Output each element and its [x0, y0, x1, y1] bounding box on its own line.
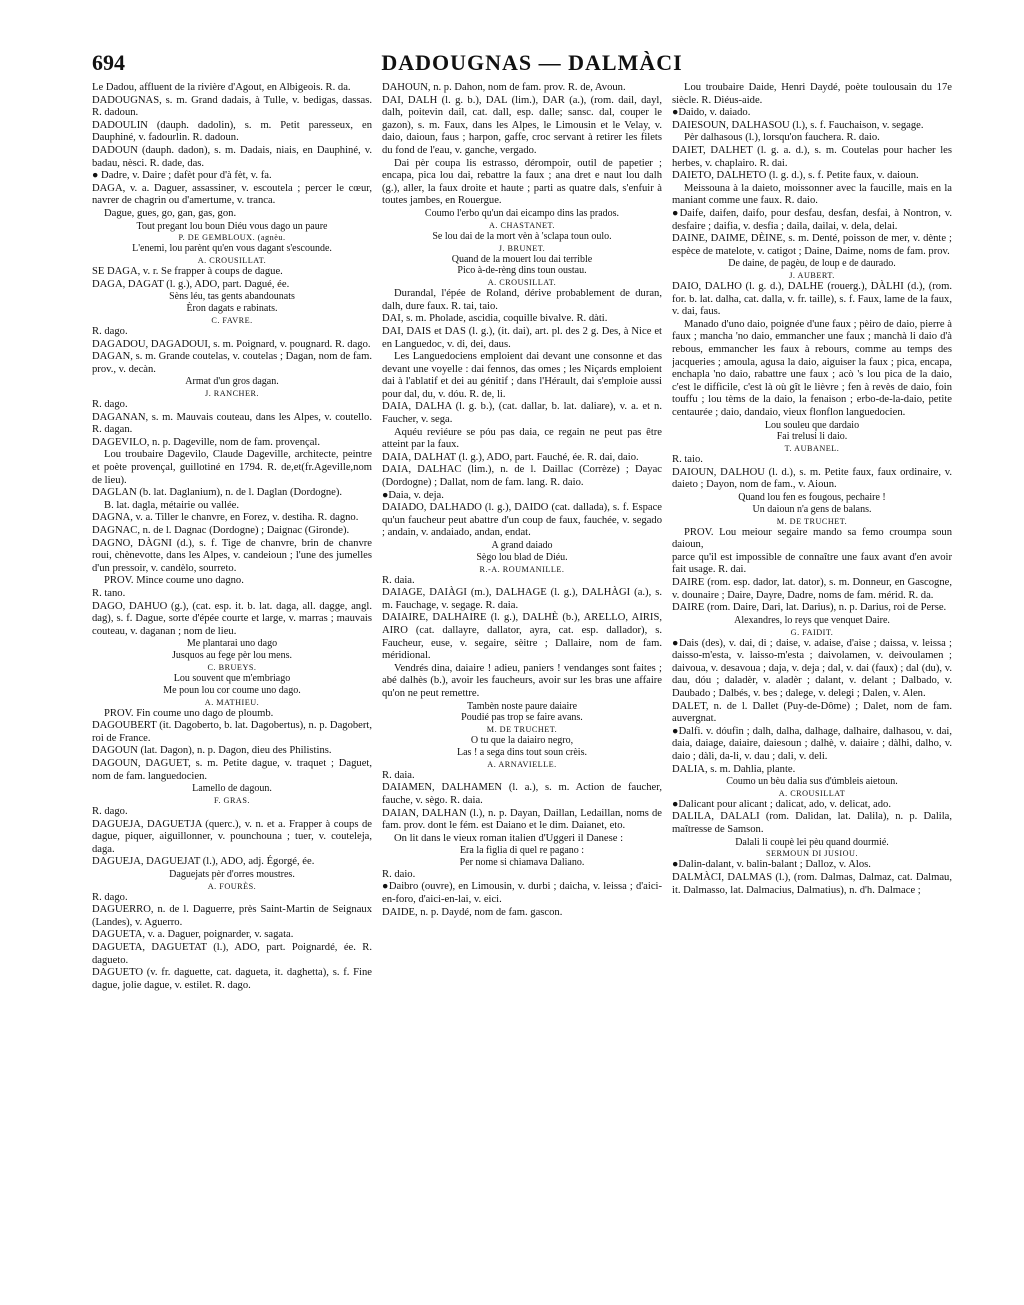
- entry-text: DAIA, DALHAT (l. g.), ADO, part. Fauché, ée. R. dai, daio.: [382, 451, 639, 463]
- entry-text: ●Daife, daifen, daifo, pour desfau, desfan, desfai, à Nontron, v. desfaire ; daifia, v. desfia ; daila, dailai, v. dela, delai.: [672, 207, 952, 232]
- entry-text: DAGNA, v. a. Tiller le chanvre, en Forez, v. destiha. R. dagno.: [92, 512, 359, 524]
- quotation-line: De daine, de pagèu, de loup e de daurado.: [728, 258, 896, 270]
- citation-author: G. FAIDIT.: [790, 627, 834, 637]
- entry-text: DAGUERRO, n. de l. Daguerre, près Saint-Martin de Seignaux (Landes), v. Aguerro.: [92, 904, 372, 928]
- running-head: DADOUGNAS — DALMÀCI: [381, 50, 683, 75]
- quotation-line: Armat d'un gros dagan.: [185, 376, 279, 388]
- citation-author: A. ARNAVIELLE.: [487, 759, 557, 769]
- quotation-line: Sègo lou blad de Diéu.: [476, 551, 568, 563]
- entry-text: DAGANAN, s. m. Mauvais couteau, dans les Alpes, v. coutello. R. dagan.: [92, 411, 372, 436]
- entry-text: Durandal, l'épée de Roland, dérive probablement de duran, dalh, dure faux. R. tai, taio.: [382, 288, 662, 312]
- dictionary-body: [92, 82, 952, 1282]
- entry-text: DAIAGE, DAIÀGI (m.), DALHAGE (l. g.), DALHÀGI (a.), s. m. Fauchage, v. segage. R. daia.: [382, 587, 662, 611]
- citation-author: A. CHASTANET.: [489, 220, 555, 230]
- column-left: [92, 82, 372, 1282]
- quotation-line: Poudié pas trop se faire avans.: [461, 712, 583, 724]
- entry-text: PROV. Mince coume uno dagno.: [104, 575, 244, 587]
- entry-text: R. dago.: [92, 805, 128, 817]
- entry-text: DAGUETA, v. a. Daguer, poignarder, v. sagata.: [92, 929, 294, 941]
- entry-text: ●Daibro (ouvre), en Limousin, v. durbi ; daicha, v. leissa ; d'aici-en-foro, d'aici-en-lai, v. eici.: [382, 881, 662, 906]
- entry-text: DAIA, DALHA (l. g. b.), (cat. dallar, b. lat. daliare), v. a. et n. Faucher, v. sega.: [382, 401, 662, 426]
- entry-text: Dague, gues, go, gan, gas, gon.: [104, 207, 237, 219]
- entry-text: ●Daido, v. daiado.: [672, 107, 751, 119]
- page-header: [92, 50, 972, 82]
- entry-text: DADOUN (dauph. dadon), s. m. Dadais, niais, en Dauphiné, v. badau, nèsci. R. dade, das.: [92, 144, 372, 169]
- citation-author: F. GRAS.: [214, 795, 250, 805]
- entry-text: DAIESOUN, DALHASOU (l.), s. f. Fauchaison, v. segage.: [672, 119, 924, 131]
- quotation-line: Un daioun n'a gens de balans.: [752, 503, 872, 515]
- entry-text: ● Dadre, v. Daire ; dafèt pour d'à fèt, v. fa.: [92, 170, 272, 182]
- quotation-line: Coumo un bèu dalia sus d'úmbleis aietoun.: [726, 776, 898, 788]
- entry-text: PROV. Fin coume uno dago de ploumb.: [104, 707, 274, 719]
- entry-text: DALET, n. de l. Dallet (Puy-de-Dôme) ; Dalet, nom de fam. auvergnat.: [672, 700, 952, 725]
- entry-text: DALMÀCI, DALMAS (l.), (rom. Dalmas, Dalmaz, cat. Dalmau, it. Dalmasso, lat. Dalmacius, Dalmatius), n. d'h. Dalmace ;: [672, 872, 952, 896]
- quotation-line: Tambèn noste paure daiaire: [466, 700, 578, 712]
- entry-text: DAGUEJA, DAGUEJAT (l.), ADO, adj. Égorgé, ée.: [92, 856, 315, 868]
- entry-text: Manado d'uno daio, poignée d'une faux ; pèiro de daio, pierre à faux ; mancha 'no daio, emmancher une faux ; manchà li daio d'à rebous, emmancher les faux à rebours, comme au temps des jacqueries ; amoula, agusa la daio, aiguiser la faux ; pica, encapa, enchapla 'no daio, rabattre une faux ; acò 's lou pica de la daio, c'est le difficile, c'est là où gît le lièvre ; fen à revès de daio, foin touffu ; lou tèms de la daio, la fenaison ; erbo-de-la-daio, petite centaurée ; daio, dandaio, vieux flonflon languedocien.: [672, 318, 952, 419]
- entry-text: ●Dalicant pour alicant ; dalicat, ado, v. delicat, ado.: [672, 798, 891, 810]
- entry-text: parce qu'il est impossible de connaître une faux avant d'en avoir fait usage. R. dai.: [672, 551, 952, 576]
- quotation-line: Me poun lou cor coume uno dago.: [163, 684, 301, 696]
- entry-text: DAINE, DAIME, DÈINE, s. m. Denté, poisson de mer, v. dènte ; espèce de matelote, v. catigot ; Daine, Daime, noms de fam. prov.: [672, 233, 952, 257]
- quotation-line: A grand daiado: [491, 540, 553, 551]
- entry-text: Dai pèr coupa lis estrasso, dérompoir, outil de papetier ; encapa, pica lou dai, rebattre la faux ; ana dret e naut lou dalh (g.), aller, la faux droite et haute ; parti as quatre dals, s'enfuir à toutes jambes, en Rouergue.: [382, 157, 662, 207]
- quotation-line: Jusquos au fege pèr lou mens.: [172, 650, 292, 662]
- citation-author: SERMOUN DI JUSIOU.: [765, 849, 859, 859]
- quotation-line: Las ! a sega dins tout soun crèis.: [457, 746, 587, 758]
- entry-text: DAIRE (rom. esp. dador, lat. dator), s. m. Donneur, en Gascogne, v. dounaire ; Daire, Dayre, Dadre, noms de fam. mérid. R. da.: [672, 576, 952, 601]
- entry-text: R. taio.: [672, 454, 703, 466]
- entry-text: DAGADOU, DAGADOUI, s. m. Poignard, v. pougnard. R. dago.: [92, 338, 371, 350]
- quotation-line: Lou souleu que dardaio: [764, 419, 860, 431]
- citation-author: C. FAVRE.: [211, 315, 253, 325]
- entry-text: DALIA, s. m. Dahlia, plante.: [672, 763, 796, 775]
- quotation-line: Dalali li coupè lei pèu quand dourmié.: [735, 836, 889, 848]
- entry-text: DAGO, DAHUO (g.), (cat. esp. it. b. lat. daga, all. dagge, angl. dag), s. f. Dague, sorte d'épée courte et large, v. marras ; mauvais couteau, v. daganan ; nom de lieu.: [92, 600, 372, 637]
- entry-text: DAIAMEN, DALHAMEN (l. a.), s. m. Action de faucher, fauche, v. sègo. R. daia.: [382, 782, 662, 806]
- entry-text: Aquéu reviéure se póu pas daia, ce regain ne peut pas être atteint par la faux.: [382, 426, 662, 451]
- quotation-line: Lou souvent que m'embriago: [173, 672, 291, 684]
- entry-text: DAGEVILO, n. p. Dageville, nom de fam. provençal.: [92, 436, 320, 448]
- entry-text: B. lat. dagla, métairie ou vallée.: [104, 499, 240, 511]
- entry-text: Les Languedociens emploient dai devant une consonne et das devant une voyelle : dai fennos, das omes ; les Niçards emploient dai à l'ablatif et dei au génitif ; dans l'Hérault, dai s'emploie aussi pour dal, du, v. dóu. R. de, li.: [382, 351, 662, 400]
- entry-text: DAIET, DALHET (l. g. a. d.), s. m. Coutelas pour hacher les herbes, v. chaplairo. R. dai.: [672, 144, 952, 169]
- citation-author: A. CROUSILLAT.: [487, 278, 557, 288]
- quotation-line: O tu que la daiairo negro,: [470, 735, 574, 747]
- quotation-line: Coumo l'erbo qu'un dai eicampo dins las prados.: [424, 207, 620, 219]
- entry-text: ●Daia, v. deja.: [382, 489, 444, 501]
- quotation-line: Quand lou fen es fougous, pechaire !: [738, 492, 886, 504]
- entry-text: R. daio.: [382, 868, 416, 880]
- quotation-line: L'enemi, lou parènt qu'en vous dagant s'escounde.: [132, 243, 332, 255]
- quotation-line: Fai trelusi li daio.: [776, 431, 848, 443]
- column-right: [672, 82, 952, 1282]
- entry-text: R. dago.: [92, 399, 128, 411]
- citation-author: M. DE TRUCHET.: [486, 725, 558, 735]
- quotation-line: Tout pregant lou boun Diéu vous dago un paure: [136, 220, 328, 232]
- entry-text: DAGA, v. a. Daguer, assassiner, v. escoutela ; percer le cœur, navrer de chagrin ou d'amertume, v. tranca.: [92, 182, 372, 207]
- quotation-line: Lamello de dagoun.: [192, 783, 272, 795]
- entry-text: DAIADO, DALHADO (l. g.), DAIDO (cat. dallada), s. f. Espace qu'un faucheur peut abattre d'un coup de faux, fauchée, v. segado ; andain, v. andaiado, andan, endat.: [382, 502, 662, 539]
- entry-text: DAI, DALH (l. g. b.), DAL (lim.), DAR (a.), (rom. dail, dayl, dalh, poitevin dail, cat. dall, esp. dalle; sansc. dal, couper le gazon), s. m. Faux, dans les Alpes, le Limousin et le Velay, v. daio, daioun, faus ; harpon, gaffe, croc servant à retirer les filets du fond de l'eau, v. ganche, vergado.: [382, 94, 662, 156]
- page-number: 694: [92, 50, 125, 75]
- entry-text: DADOUGNAS, s. m. Grand dadais, à Tulle, v. bedigas, dassas. R. dadoun.: [92, 94, 372, 119]
- entry-text: DAGAN, s. m. Grande coutelas, v. coutelas ; Dagan, nom de fam. prov., v. decàn.: [92, 351, 372, 375]
- quotation-line: Quand de la mouert lou dai terrible: [451, 253, 593, 265]
- citation-author: J. BRUNET.: [498, 243, 546, 253]
- entry-text: Meissouna à la daieto, moissonner avec la faucille, mais en la maniant comme une faux. R. daio.: [672, 182, 952, 207]
- entry-text: DAGUETA, DAGUETAT (l.), ADO, part. Poignardé, ée. R. dagueto.: [92, 942, 372, 966]
- entry-text: DADOULIN (dauph. dadolin), s. m. Petit paresseux, en Dauphiné, v. fadourlin. R. dadoun.: [92, 119, 372, 144]
- entry-text: DAGOUN, DAGUET, s. m. Petite dague, v. traquet ; Daguet, nom de fam. languedocien.: [92, 757, 372, 782]
- citation-author: A. MATHIEU.: [204, 697, 260, 707]
- entry-text: PROV. Lou meiour segaire mando sa femo croumpa soun daioun,: [672, 526, 952, 551]
- entry-text: DAI, s. m. Pholade, ascidia, coquille bivalve. R. dàti.: [382, 313, 608, 325]
- column-middle: [382, 82, 662, 1282]
- entry-text: DAGUEJA, DAGUETJA (querc.), v. n. et a. Frapper à coups de dague, piquer, aiguillonner, v. pounchouna ; tuer, v. couteleja, daga.: [92, 818, 372, 855]
- citation-author: R.-A. ROUMANILLE.: [479, 564, 565, 574]
- entry-text: Lou troubaire Dagevilo, Claude Dageville, architecte, peintre et poète provençal, guillotiné en 1794. R. de,et(fr.Ageville,nom de lieu).: [92, 449, 372, 486]
- entry-text: DAGNAC, n. de l. Dagnac (Dordogne) ; Daignac (Gironde).: [92, 525, 350, 537]
- entry-text: R. daia.: [382, 769, 415, 781]
- quotation-line: Se lou dai de la mort vèn à 'sclapa toun oulo.: [432, 230, 612, 242]
- citation-author: J. AUBERT.: [789, 271, 835, 281]
- entry-text: DAIRE (rom. Daire, Dari, lat. Darius), n. p. Darius, roi de Perse.: [672, 602, 947, 614]
- entry-text: DAIOUN, DALHOU (l. d.), s. m. Petite faux, faux ordinaire, v. daieto ; Dayon, nom de fam., v. Aioun.: [672, 466, 952, 491]
- entry-text: R. dago.: [92, 891, 128, 903]
- citation-author: J. RANCHER.: [205, 389, 259, 399]
- citation-author: C. BRUEYS.: [207, 662, 257, 672]
- entry-text: DAI, DAIS et DAS (l. g.), (it. dai), art. pl. des 2 g. Des, à Nice et en Languedoc, v. di, dei, daus.: [382, 325, 662, 350]
- citation-author: P. DE GEMBLOUX. (agnèu.: [178, 233, 286, 243]
- quotation-line: Me plantarai uno dago: [186, 638, 278, 650]
- entry-text: DAGUETO (v. fr. daguette, cat. dagueta, it. daghetta), s. f. Fine dague, jolie dague, v. estilet. R. dago.: [92, 967, 372, 991]
- entry-text: Pèr dalhasous (l.), lorsqu'on fauchera. R. daio.: [684, 132, 880, 144]
- entry-text: DAIDE, n. p. Daydé, nom de fam. gascon.: [382, 906, 563, 918]
- entry-text: DALILA, DALALI (rom. Dalidan, lat. Dalila), n. p. Dalila, maîtresse de Samson.: [672, 811, 952, 836]
- entry-text: ●Dalfi. v. dóufin ; dalh, dalha, dalhage, dalhaire, dalhasou, v. dai, daia, daiage, daiaire, daiesoun ; dalhè, v. daiaire ; dàlhi, dalho, v. daio ; dàli, da-li, v. dau ; dali, v. deli.: [672, 725, 952, 762]
- entry-text: Lou troubaire Daide, Henri Daydé, poète toulousain du 17e siècle. R. Diéus-aide.: [672, 82, 952, 106]
- entry-text: On lit dans le vieux roman italien d'Uggeri il Danese :: [394, 832, 624, 844]
- entry-text: DAGLAN (b. lat. Daglanium), n. de l. Daglan (Dordogne).: [92, 487, 343, 499]
- quotation-line: Per nome si chiamava Daliano.: [459, 857, 585, 869]
- entry-text: DAIO, DALHO (l. g. d.), DALHE (rouerg.), DÀLHI (d.), (rom. for. b. lat. dalha, cat. dalla, v. fr. taille), s. f. Faux, lame de la faux, v. dai, faus.: [672, 281, 952, 318]
- citation-author: A. CROUSILLAT.: [197, 256, 267, 266]
- quotation-line: Pico à-de-rèng dins toun oustau.: [457, 265, 587, 277]
- entry-text: DAHOUN, n. p. Dahon, nom de fam. prov. R. de, Avoun.: [382, 82, 626, 93]
- entry-text: DAIETO, DALHETO (l. g. d.), s. f. Petite faux, v. daioun.: [672, 170, 919, 182]
- entry-text: DAIA, DALHAC (lim.), n. de l. Daillac (Corrèze) ; Dayac (Dordogne) ; Dallat, nom de fam. lang. R. daio.: [382, 464, 662, 489]
- entry-text: R. tano.: [92, 587, 126, 599]
- entry-text: SE DAGA, v. r. Se frapper à coups de dague.: [92, 266, 283, 278]
- quotation-line: Èron dagats e rabinats.: [186, 303, 278, 315]
- entry-text: DAGOUBERT (it. Dagoberto, b. lat. Dagobertus), n. p. Dagobert, roi de France.: [92, 720, 372, 744]
- entry-text: R. dago.: [92, 325, 128, 337]
- entry-text: DAGNO, DÀGNI (d.), s. f. Tige de chanvre, brin de chanvre roui, chènevotte, dans les Alpes, v. candeioun ; l'une des jumelles d'un pressoir, v. candèlo, sourreto.: [92, 537, 372, 574]
- entry-text: DAIAN, DALHAN (l.), n. p. Dayan, Daillan, Ledaillan, noms de fam. prov. dont le fém. est Daiano et le dim. Daianet, eto.: [382, 807, 662, 832]
- entry-text: R. daia.: [382, 574, 415, 586]
- citation-author: A. CROUSILLAT: [778, 788, 846, 798]
- entry-text: Vendrés dina, daiaire ! adieu, paniers ! vendanges sont faites ; abé dalhès (b.), avoir les faucheurs, avoir sur les bras une affaire qu'on ne peut remettre.: [382, 662, 662, 699]
- quotation-line: Alexandres, lo reys que venquet Daire.: [734, 614, 890, 626]
- entry-text: ●Dais (des), v. dai, di ; daise, v. adaise, d'aise ; daissa, v. leissa ; daisso-m'esta, v. laisso-m'esta ; daivolamen, v. deivoulamen ; daivoua, v. desavoua ; daja, v. deja ; dal, v. dai (faux) ; dal (du), v. dau, dóu ; daladèr, v. aladèr ; dalant, v. delant ; Dalbado, v. Daubado ; Dalbés, v. bes ; dalege, v. delegi ; Dalen, v. Alen.: [672, 637, 952, 699]
- entry-text: DAGA, DAGAT (l. g.), ADO, part. Dagué, ée.: [92, 278, 290, 290]
- entry-text: DAGOUN (lat. Dagon), n. p. Dagon, dieu des Philistins.: [92, 745, 332, 757]
- entry-text: DAIAIRE, DALHAIRE (l. g.), DALHÈ (b.), ARELLO, AIRIS, AIRO (cat. dallayre, dallator, ayra, cat. esp. dallador), s. Faucheur, euse, v. segaire, sèitre ; Dallaire, nom de fam. méridional.: [382, 612, 662, 662]
- citation-author: T. AUBANEL.: [784, 444, 840, 454]
- entry-text: ●Dalin-dalant, v. balin-balant ; Dalloz, v. Alos.: [672, 859, 871, 871]
- quotation-line: Era la figlia di quel re pagano :: [459, 845, 585, 857]
- quotation-line: Sèns léu, tas gents abandounats: [169, 291, 295, 303]
- quotation-line: Daguejats pèr d'orres moustres.: [169, 868, 295, 880]
- citation-author: M. DE TRUCHET.: [776, 516, 848, 526]
- entry-text: Le Dadou, affluent de la rivière d'Agout, en Albigeois. R. da.: [92, 82, 351, 93]
- citation-author: A. FOURÈS.: [207, 881, 257, 891]
